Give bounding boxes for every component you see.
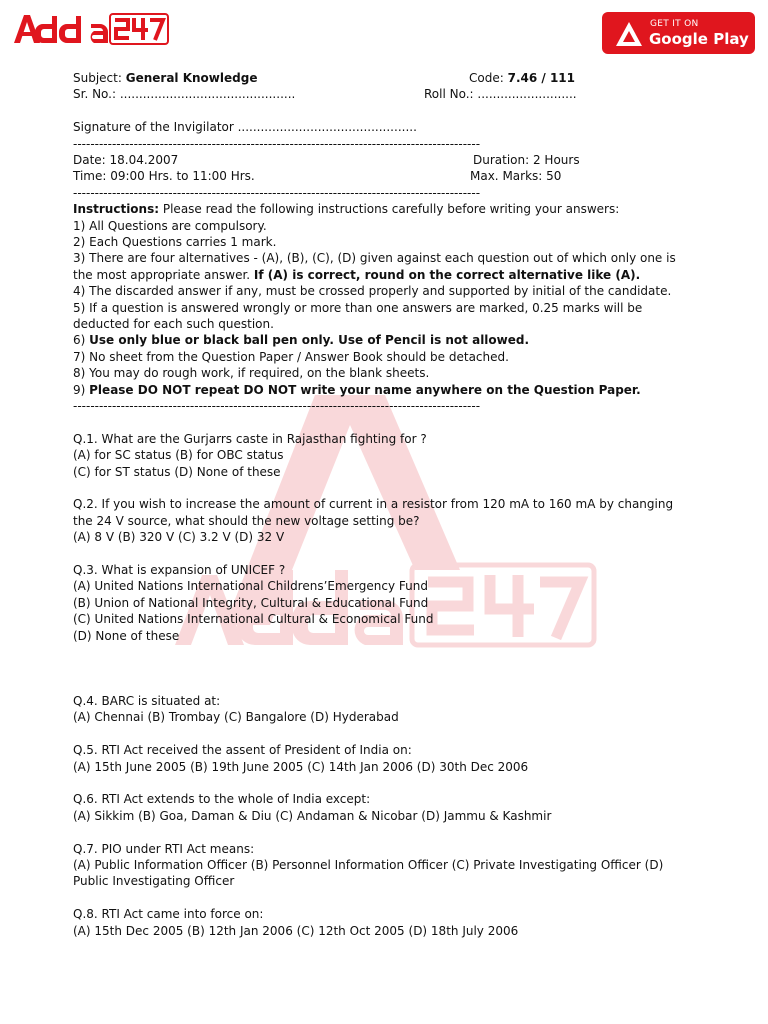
question-text: Q.5. RTI Act received the assent of President of India on: [73, 743, 412, 758]
question-5 [73, 742, 693, 775]
question-text: Q.3. What is expansion of UNICEF ? [73, 563, 286, 577]
question-options: (A) Sikkim (B) Goa, Daman & Diu (C) Andaman & Nicobar (D) Jammu & Kashmir [73, 808, 552, 823]
subject-value: General Knowledge [125, 71, 258, 85]
question-2 [73, 496, 693, 545]
roll-no-field: Roll No.: .......................... [424, 87, 577, 102]
question-paper [73, 70, 693, 939]
sr-no-field: Sr. No.: .............................................. [73, 87, 296, 102]
question-options: (B) Union of National Integrity, Cultural & Educational Fund [73, 595, 429, 610]
question-options: (A) United Nations International Childrens’Emergency Fund [73, 579, 428, 594]
instruction-item: 7) No sheet from the Question Paper / Answer Book should be detached. [73, 349, 509, 364]
question-options: (A) 15th June 2005 (B) 19th June 2005 (C) 14th Jan 2006 (D) 30th Dec 2006 [73, 759, 529, 774]
question-options: (A) Chennai (B) Trombay (C) Bangalore (D) Hyderabad [73, 710, 399, 725]
instruction-item: 1) All Questions are compulsory. [73, 218, 267, 233]
instruction-item: 8) You may do rough work, if required, on the blank sheets. [73, 366, 430, 381]
instruction-item: 6) Use only blue or black ball pen only. Use of Pencil is not allowed. [73, 333, 530, 348]
question-text: Q.1. What are the Gurjarrs caste in Rajasthan fighting for ? [73, 431, 427, 446]
question-text: Q.7. PIO under RTI Act means: [73, 841, 255, 856]
question-text: Q.2. If you wish to increase the amount of current in a resistor from 120 mA to 160 mA by changing the 24 V source, what should the new voltage setting be? [73, 497, 674, 528]
adda247-logo[interactable] [12, 12, 170, 46]
invigilator-signature: Signature of the Invigilator ............................................... [73, 120, 417, 135]
question-options: (D) None of these [73, 628, 180, 643]
question-text: Q.8. RTI Act came into force on: [73, 907, 264, 922]
exam-time: Time: 09:00 Hrs. to 11:00 Hrs. [73, 169, 255, 184]
question-1 [73, 431, 693, 480]
instructions-intro: Instructions: Please read the following instructions carefully before writing your answers: [73, 202, 620, 217]
question-options: (C) for ST status (D) None of these [73, 464, 281, 479]
question-6 [73, 791, 693, 824]
instruction-item: 2) Each Questions carries 1 mark. [73, 234, 277, 249]
question-options: (C) United Nations International Cultural & Economical Fund [73, 612, 434, 627]
question-options: (A) 8 V (B) 320 V (C) 3.2 V (D) 32 V [73, 530, 285, 545]
question-4 [73, 693, 693, 726]
exam-duration: Duration: 2 Hours [473, 152, 580, 167]
question-options: (A) for SC status (B) for OBC status [73, 448, 284, 463]
instruction-item: 4) The discarded answer if any, must be crossed properly and supported by initial of the candidate. [73, 284, 672, 299]
exam-date: Date: 18.04.2007 [73, 152, 179, 167]
subject-label: Subject: [73, 71, 122, 85]
code-value: 7.46 / 111 [507, 71, 575, 85]
divider: ---------------------------------------------------------------------------------------------- [73, 185, 481, 200]
code-label: Code: [469, 71, 504, 85]
instruction-item: 5) If a question is answered wrongly or more than one answers are marked, 0.25 marks will be deducted for each such question. [73, 300, 643, 331]
play-logo-icon [614, 20, 644, 48]
badge-big-text: Google Play [649, 30, 749, 48]
question-options: (A) Public Information Officer (B) Personnel Information Officer (C) Private Investigating Officer (D) Public Investigating Officer [73, 858, 664, 889]
question-7 [73, 841, 693, 890]
divider: ---------------------------------------------------------------------------------------------- [73, 136, 481, 151]
question-text: Q.6. RTI Act extends to the whole of India except: [73, 792, 371, 807]
question-8 [73, 906, 693, 939]
divider: ---------------------------------------------------------------------------------------------- [73, 399, 481, 413]
instruction-item: 3) There are four alternatives - (A), (B), (C), (D) given against each question out of which only one is the most appropriate answer. If (A) is correct, round on the correct alternative like (A). [73, 251, 676, 282]
instructions-heading: Instructions: [73, 202, 160, 217]
google-play-badge[interactable] [602, 12, 755, 54]
instruction-item: 9) Please DO NOT repeat DO NOT write your name anywhere on the Question Paper. [73, 382, 641, 397]
max-marks: Max. Marks: 50 [470, 169, 562, 184]
question-options: (A) 15th Dec 2005 (B) 12th Jan 2006 (C) 12th Oct 2005 (D) 18th July 2006 [73, 923, 519, 938]
question-3 [73, 562, 693, 644]
question-text: Q.4. BARC is situated at: [73, 694, 221, 709]
badge-small-text: GET IT ON [650, 19, 699, 29]
